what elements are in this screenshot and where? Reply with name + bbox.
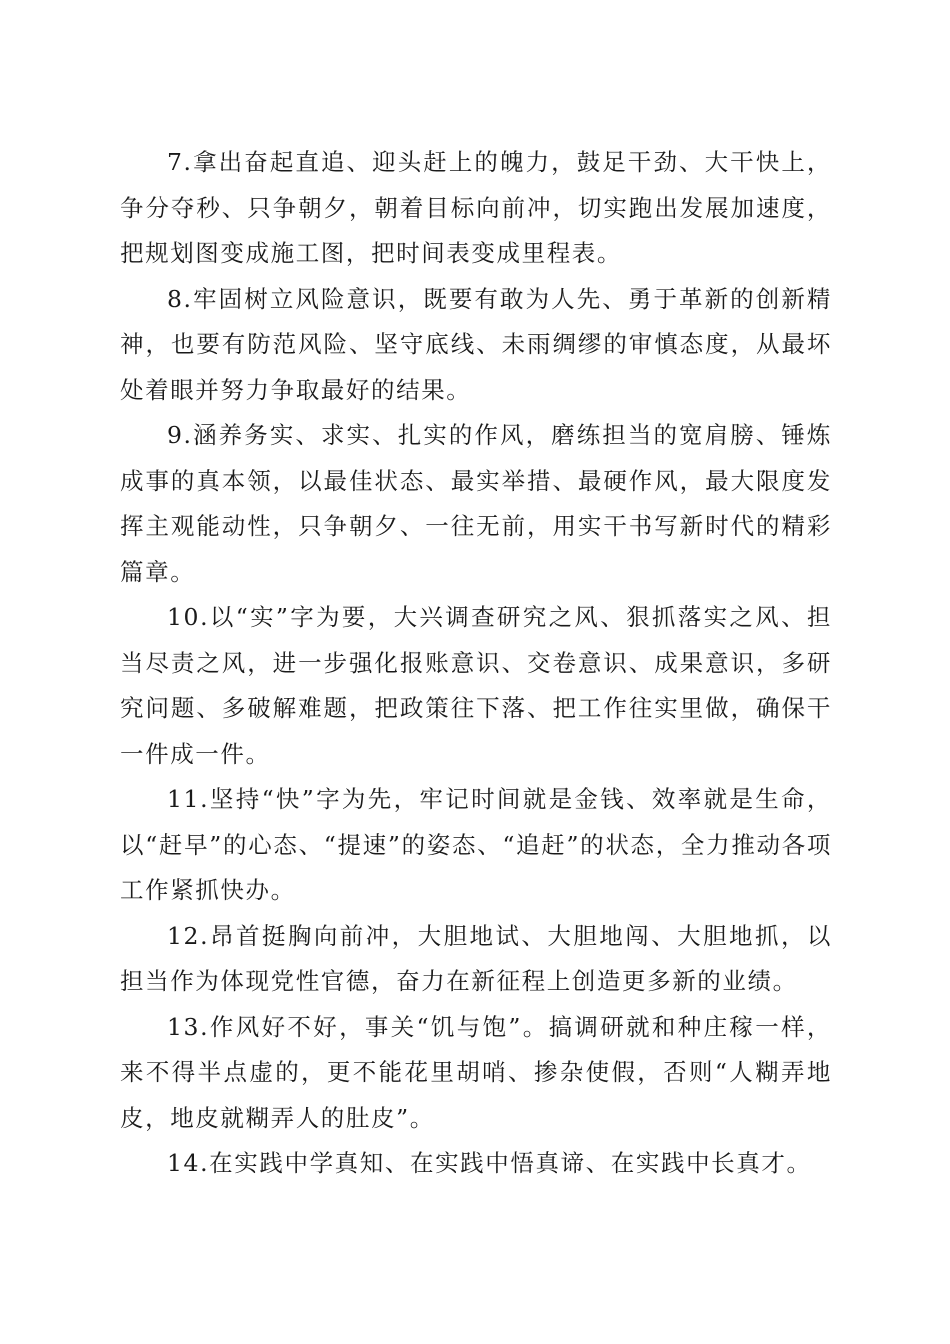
paragraph-10: 10.以“实”字为要，大兴调查研究之风、狠抓落实之风、担当尽责之风，进一步强化报账意识、交卷意识、成果意识，多研究问题、多破解难题，把政策往下落、把工作往实里做，确保干一件成一件。 (120, 603, 832, 768)
paragraph-8: 8.牢固树立风险意识，既要有敢为人先、勇于革新的创新精神，也要有防范风险、坚守底线、未雨绸缪的审慎态度，从最坏处着眼并努力争取最好的结果。 (120, 284, 832, 404)
paragraph-7: 7.拿出奋起直追、迎头赶上的魄力，鼓足干劲、大干快上，争分夺秒、只争朝夕，朝着目标向前冲，切实跑出发展加速度，把规划图变成施工图，把时间表变成里程表。 (120, 148, 832, 267)
paragraph-11: 11.坚持“快”字为先，牢记时间就是金钱、效率就是生命，以“赶早”的心态、“提速”的姿态、“追赶”的状态，全力推动各项工作紧抓快办。 (120, 785, 832, 904)
paragraph-14: 14.在实践中学真知、在实践中悟真谛、在实践中长真才。 (167, 1149, 812, 1177)
document-body (120, 140, 832, 1187)
paragraph-12: 12.昂首挺胸向前冲，大胆地试、大胆地闯、大胆地抓，以担当作为体现党性官德，奋力在新征程上创造更多新的业绩。 (120, 921, 832, 995)
paragraph-9: 9.涵养务实、求实、扎实的作风，磨练担当的宽肩膀、锤炼成事的真本领，以最佳状态、最实举措、最硬作风，最大限度发挥主观能动性，只争朝夕、一往无前，用实干书写新时代的精彩篇章。 (120, 421, 832, 586)
paragraph-13: 13.作风好不好，事关“饥与饱”。搞调研就和种庄稼一样，来不得半点虚的，更不能花里胡哨、掺杂使假，否则“人糊弄地皮，地皮就糊弄人的肚皮”。 (120, 1012, 832, 1132)
